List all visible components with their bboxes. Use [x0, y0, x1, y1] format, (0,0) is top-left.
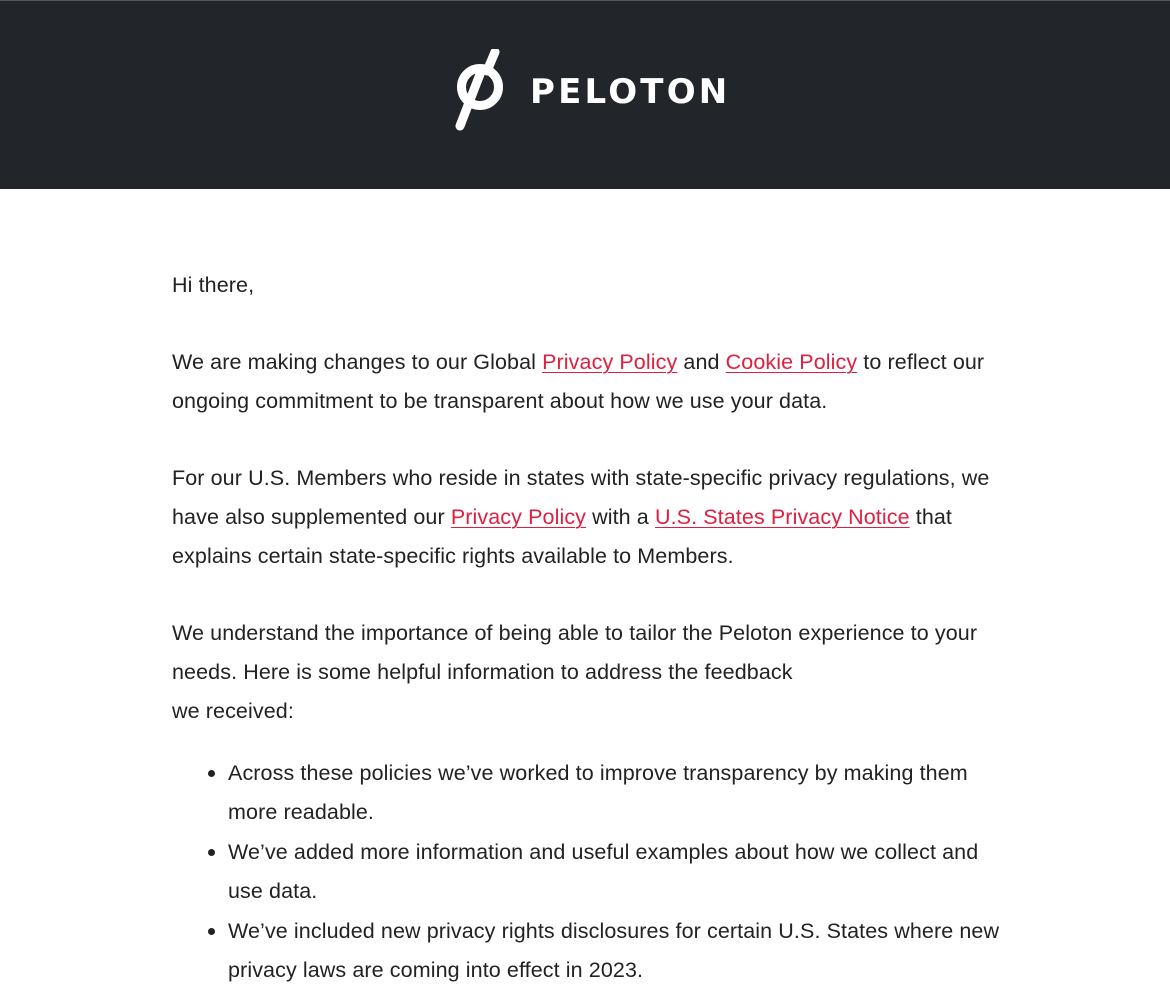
us-members-paragraph	[172, 459, 1012, 576]
p1-text-middle: and	[677, 350, 726, 374]
p1-text-before: We are making changes to our Global	[172, 350, 543, 374]
brand-wordmark: PELOTON	[530, 72, 731, 112]
feedback-bullet-list	[172, 753, 1012, 985]
list-item: • We’ve included new privacy rights disclosures for certain U.S. States where new privacy laws are coming into effect in 2023.	[228, 911, 1012, 985]
cookie-policy-link[interactable]: Cookie Policy	[725, 350, 858, 374]
privacy-policy-link[interactable]: Privacy Policy	[542, 350, 678, 374]
feedback-paragraph	[172, 614, 1012, 731]
p3-line1: We understand the importance of being able to tailor the Peloton experience to your needs. Here is some helpful information to address the feedback	[172, 621, 978, 684]
peloton-p-icon	[450, 49, 510, 133]
greeting: Hi there,	[172, 273, 255, 297]
list-item: • Across these policies we’ve worked to improve transparency by making them more readable.	[228, 753, 1012, 832]
p3-line2: we received:	[172, 699, 294, 723]
us-states-privacy-notice-link[interactable]: U.S. States Privacy Notice	[654, 505, 910, 529]
peloton-logo[interactable]	[450, 49, 730, 133]
p1-text-after: to reflect our ongoing commitment to be transparent about how we use your data.	[172, 350, 985, 413]
p2-text-after: that explains certain state-specific rights available to Members.	[172, 505, 953, 568]
list-item: • We’ve added more information and useful examples about how we collect and use data.	[228, 832, 1012, 911]
privacy-policy-link-2[interactable]: Privacy Policy	[450, 505, 587, 529]
email-body	[172, 266, 1012, 985]
p2-text-middle: with a	[586, 505, 655, 529]
p2-text-before: For our U.S. Members who reside in states with state-specific privacy regulations, we have also supplemented our	[172, 466, 990, 529]
email-header	[0, 0, 1170, 189]
policy-update-paragraph	[172, 343, 1012, 421]
